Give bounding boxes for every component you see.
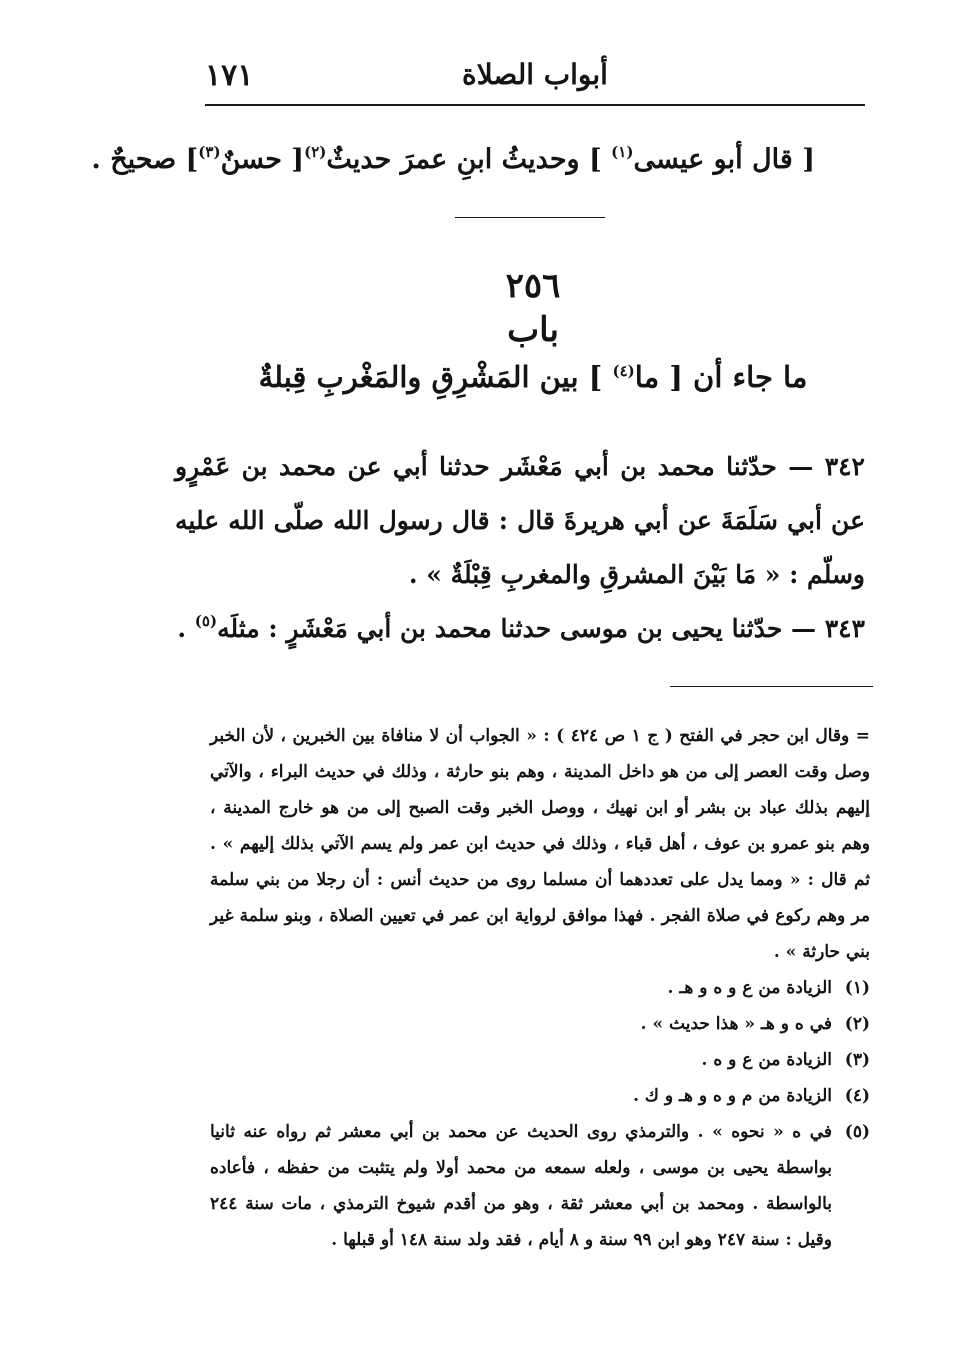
hadith-343 bbox=[175, 602, 865, 656]
footnote-text: الزيادة من م و ه و هـ و ك . bbox=[633, 1086, 832, 1106]
hadith-342 bbox=[175, 440, 865, 602]
statement-text: قال أبو عيسى bbox=[633, 144, 793, 175]
hadith-dash: — bbox=[776, 452, 825, 481]
hadith-opening: حدّثنا bbox=[731, 614, 783, 643]
footnote-number: (٥) bbox=[844, 1122, 870, 1142]
footnote-ref: (٤) bbox=[612, 362, 635, 380]
footnote-item bbox=[210, 1042, 870, 1078]
hadith-number: ٣٤٢ bbox=[824, 452, 865, 481]
footnote-number: (٤) bbox=[844, 1086, 870, 1106]
footnote-number: (٢) bbox=[844, 1014, 870, 1034]
bracket-open: [ bbox=[792, 144, 815, 175]
chapter-title bbox=[0, 360, 957, 394]
hadith-opening: حدّثنا bbox=[726, 452, 777, 481]
hadith-text: محمد بن أبي مَعْشَر حدثنا أبي عن محمد بن عَمْرٍو عن أبي سَلَمَةَ عن أبي هريرةَ قال : قال رسول الله صلّى الله عليه وسلّم : « مَا بَيْنَ المشرقِ والمغربِ قِبْلَةٌ » . bbox=[175, 452, 865, 589]
footnotes bbox=[210, 718, 870, 1258]
footnote-item bbox=[210, 1006, 870, 1042]
hadith-end: . bbox=[177, 614, 195, 643]
statement-text: ] صحيحٌ . bbox=[91, 144, 199, 175]
footnote-ref: (٢) bbox=[304, 143, 327, 161]
chapter-heading: باب bbox=[507, 310, 559, 350]
footnote-text: في ه « نحوه » . والترمذي روى الحديث عن محمد بن أبي معشر ثم رواه عنه ثانيا بواسطة يحيى بن موسى ، ولعله سمعه من محمد أولا ولم يتثبت من حفظه ، فأعاده بالواسطة . ومحمد بن أبي معشر ثقة ، وهو من أقدم شيوخ الترمذي ، مات سنة ٢٤٤ وقيل : سنة ٢٤٧ وهو ابن ٩٩ سنة و ٨ أيام ، فقد ولد سنة ١٤٨ أو قبلها . bbox=[210, 1122, 832, 1250]
footnote-item bbox=[210, 1114, 870, 1258]
footnote-item bbox=[210, 1078, 870, 1114]
footnote-text: في ه و هـ « هذا حديث » . bbox=[640, 1014, 832, 1034]
header-rule bbox=[205, 104, 865, 106]
chapter-title-text: ] بين المَشْرِقِ والمَغْربِ قِبلةٌ bbox=[258, 360, 613, 394]
statement-text: [ حسنٌ bbox=[220, 144, 305, 175]
footnote-ref: (١) bbox=[611, 143, 634, 161]
footnote-ref: (٣) bbox=[198, 143, 221, 161]
hadith-text: يحيى بن موسى حدثنا محمد بن أبي مَعْشَرٍ : مثلَه bbox=[217, 614, 732, 643]
chapter-title-text: ما جاء أن [ ما bbox=[634, 360, 808, 394]
footnote-number: (٣) bbox=[844, 1050, 870, 1070]
footnote-continuation: = وقال ابن حجر في الفتح ( ج ١ ص ٤٢٤ ) : « الجواب أن لا منافاة بين الخبرين ، لأن الخبر وصل وقت العصر إلى من هو داخل المدينة ، وهم بنو حارثة ، وذلك في حديث البراء ، والآتي إليهم بذلك عباد بن بشر أو ابن نهيك ، ووصل الخبر وقت الصبح إلى من هو خارج المدينة ، وهم بنو عمرو بن عوف ، أهل قباء ، وذلك في حديث ابن عمر ولم يسم الآتي بذلك إليهم » . ثم قال : « ومما يدل على تعددهما أن مسلما روى من حديث أنس : أن رجلا من بني سلمة مر وهم ركوع في صلاة الفجر . فهذا موافق لرواية ابن عمر في تعيين الصلاة ، وبنو سلمة غير بني حارثة » . bbox=[210, 726, 871, 962]
opening-statement bbox=[91, 140, 815, 180]
footnote-text: الزيادة من ع و ه و هـ . bbox=[667, 978, 832, 998]
statement-text: ] وحديثُ ابنِ عمرَ حديثٌ bbox=[326, 144, 612, 175]
section-divider bbox=[455, 217, 605, 218]
footnote-ref: (٥) bbox=[194, 612, 218, 630]
footnote-item bbox=[210, 970, 870, 1006]
chapter-number: ٢٥٦ bbox=[505, 266, 561, 306]
hadith-number: ٣٤٣ bbox=[824, 614, 865, 643]
running-head bbox=[205, 58, 865, 102]
footnote-text: الزيادة من ع و ه . bbox=[701, 1050, 832, 1070]
page-number: ١٧١ bbox=[205, 58, 254, 93]
running-title: أبواب الصلاة bbox=[462, 58, 608, 91]
hadith-dash: — bbox=[782, 614, 825, 643]
footnotes-rule bbox=[670, 686, 873, 687]
footnote-number: (١) bbox=[844, 978, 870, 998]
